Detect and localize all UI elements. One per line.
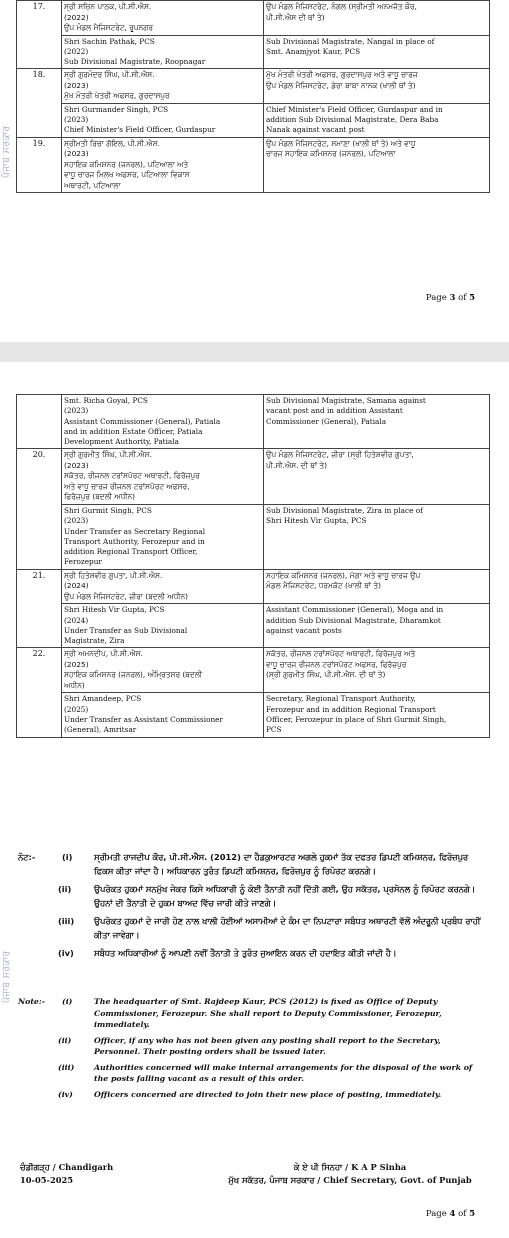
posting-table-page-3 (16, 0, 490, 193)
table-row (17, 449, 490, 505)
posting-cell-punjabi (264, 449, 490, 505)
page-number-of: of (455, 293, 470, 303)
place-date (20, 1161, 113, 1187)
posting-line: Sub Divisional Magistrate, Zira in place of (266, 505, 423, 515)
officer-name: Shri Amandeep, PCS (64, 694, 142, 704)
officer-batch: (2023) (64, 115, 89, 125)
note-number: (iv) (58, 1089, 73, 1099)
posting-line: Chief Minister's Field Officer, Gurdaspur and in (266, 104, 443, 114)
note-number: (iv) (58, 948, 74, 958)
posting-line: addition Sub Divisional Magistrate, Dera Baba (266, 115, 439, 125)
officer-current-post: addition Regional Transport Officer, (64, 547, 198, 557)
signature-place: ਚੰਡੀਗੜ੍ਹ / Chandigarh (20, 1162, 114, 1172)
officer-batch: (2022) (64, 12, 89, 22)
officer-name: Smt. Richa Goyal, PCS (64, 396, 148, 405)
posting-line: ਚਾਰਜ ਸਹਾਇਕ ਕਮਿਸ਼ਨਰ (ਜਨਰਲ), ਪਟਿਆਲਾ (266, 149, 396, 159)
posting-line: Smt. Anamjyot Kaur, PCS (266, 46, 361, 56)
signature-date: 10-05-2025 (20, 1175, 74, 1185)
signatory-designation: ਮੁੱਖ ਸਕੱਤਰ, ਪੰਜਾਬ ਸਰਕਾਰ / Chief Secretary, Govt. of Punjab (228, 1175, 472, 1185)
page-number (426, 1209, 475, 1219)
officer-current-post: ਉਪ ਮੰਡਲ ਮੈਜਿਸਟਰੇਟ, ਰੂਪਨਗਰ (64, 23, 153, 32)
posting-line: ਪੀ.ਸੀ.ਐਸ. ਦੀ ਥਾਂ ਤੇ) (266, 460, 327, 470)
posting-line: ਸਹਾਇਕ ਕਮਿਸ਼ਨਰ (ਜਨਰਲ), ਮੋਗਾ ਅਤੇ ਵਾਧੂ ਚਾਰਜ ਉਪ (266, 570, 421, 580)
government-stamp: ਪੰਜਾਬ ਸਰਕਾਰ (2, 950, 12, 1003)
note-item (18, 996, 484, 1031)
posting-cell-punjabi (264, 648, 490, 693)
table-row (17, 395, 490, 449)
officer-batch: (2024) (64, 581, 89, 591)
officer-name: Shri Gurmit Singh, PCS (64, 505, 152, 515)
officer-cell-english (62, 395, 264, 449)
posting-line: Nanak against vacant post (266, 125, 365, 135)
officer-current-post: and in addition Estate Officer, Patiala (64, 426, 203, 436)
page-number-total: 5 (469, 293, 475, 303)
posting-line: ਉਪ ਮੰਡਲ ਮੈਜਿਸਟਰੇਟ, ਜ਼ੀਰਾ (ਸ੍ਰੀ ਹਿਤੇਸ਼ਵੀਰ ਗੁਪਤਾ, (266, 450, 414, 460)
officer-cell-english (62, 35, 264, 69)
serial-number: 21. (17, 569, 62, 648)
table-row (17, 137, 490, 193)
note-number: (iii) (58, 916, 75, 926)
serial-number: 18. (17, 69, 62, 137)
officer-batch: (2025) (64, 704, 89, 714)
officer-current-post: Chief Minister's Field Officer, Gurdaspur (64, 125, 216, 135)
signatory (205, 1161, 495, 1187)
table-row (17, 504, 490, 569)
officer-current-post: Under Transfer as Assistant Commissioner (64, 715, 223, 725)
officer-cell-english (62, 103, 264, 137)
posting-line: Secretary, Regional Transport Authority, (266, 694, 416, 704)
posting-cell-punjabi (264, 1, 490, 36)
officer-current-post: Under Transfer as Secretary Regional (64, 526, 206, 536)
table-row (17, 648, 490, 693)
note-item (18, 1035, 484, 1058)
posting-cell-punjabi (264, 569, 490, 604)
posting-line: Ferozepur and in addition Regional Transport (266, 704, 436, 714)
officer-name: ਸ੍ਰੀਮਤੀ ਰਿਚਾ ਗੋਇਲ, ਪੀ.ਸੀ.ਐਸ. (64, 138, 161, 148)
page-number-prefix: Page (425, 293, 450, 303)
officer-cell-punjabi (62, 137, 264, 193)
serial-number: 17. (17, 1, 62, 69)
posting-cell-english (264, 693, 490, 737)
serial-number (17, 395, 62, 449)
posting-cell-punjabi (264, 69, 490, 104)
officer-cell-english (62, 504, 264, 569)
officer-name: ਸ੍ਰੀ ਹਿਤੇਸ਼ਵੀਰ ਗੁਪਤਾ, ਪੀ.ਸੀ.ਐਸ. (64, 570, 163, 580)
posting-line: ਉਪ ਮੰਡਲ ਮੈਜਿਸਟਰੇਟ, ਡੇਰਾ ਬਾਬਾ ਨਾਨਕ (ਖਾਲੀ ਥਾਂ ਤੇ) (266, 80, 416, 90)
officer-batch: (2023) (64, 460, 89, 470)
note-text: ਉਪਰੋਕਤ ਹੁਕਮਾਂ ਸਨਮੁੱਖ ਜੇਕਰ ਕਿਸੇ ਅਧਿਕਾਰੀ ਨੂੰ ਕੋਈ ਤੈਨਾਤੀ ਨਹੀਂ ਦਿੱਤੀ ਗਈ, ਉਹ ਸਕੱਤਰ, ਪ੍ਰਸੋਨਲ ਨੂੰ ਰਿਪੋਰਟ ਕਰਨਗੇ। ਉਹਨਾਂ ਦੀ ਤੈਨਾਤੀ ਦੇ ਹੁਕਮ ਬਾਅਦ ਵਿੱਚ ਜਾਰੀ ਕੀਤੇ ਜਾਣਗੇ। (94, 884, 476, 908)
table-row (17, 1, 490, 36)
posting-line: vacant post and in addition Assistant (266, 406, 403, 416)
note-item (18, 882, 484, 910)
officer-cell-punjabi (62, 648, 264, 693)
officer-cell-english (62, 693, 264, 737)
page-number-current: 4 (449, 1209, 456, 1219)
document-page-4 (0, 362, 509, 1238)
posting-table-page-4 (16, 394, 490, 738)
serial-number: 22. (17, 648, 62, 737)
note-item (18, 1089, 484, 1101)
officer-current-post: ਅਥਾਰਟੀ, ਪਟਿਆਲਾ (64, 180, 121, 190)
posting-cell-english (264, 504, 490, 569)
officer-current-post: ਸਕੱਤਰ, ਰੀਜਨਲ ਟਰਾਂਸਪੋਰਟ ਅਥਾਰਟੀ, ਫਿਰੋਜ਼ਪੁਰ (64, 471, 200, 481)
posting-cell-english (264, 395, 490, 449)
officer-current-post: Ferozepur (64, 557, 102, 567)
officer-batch: (2023) (64, 149, 89, 159)
officer-current-post: Transport Authority, Ferozepur and in (64, 536, 205, 546)
posting-line: ਪੀ.ਸੀ.ਐਸ ਦੀ ਥਾਂ ਤੇ) (266, 12, 325, 22)
officer-current-post: ਅਤੇ ਵਾਧੂ ਚਾਰਜ ਰੀਜਨਲ ਟਰਾਂਸਪੋਰਟ ਅਫਸਰ, (64, 481, 190, 491)
notes-punjabi (18, 850, 484, 964)
officer-name: Shri Hitesh Vir Gupta, PCS (64, 605, 165, 615)
table-row (17, 569, 490, 604)
officer-batch: (2023) (64, 80, 89, 90)
posting-cell-english (264, 604, 490, 648)
page-number-current: 3 (449, 293, 456, 303)
officer-name: Shri Gurmander Singh, PCS (64, 104, 169, 114)
note-text: Authorities concerned will make internal arrangements for the disposal of the work of the posts falling vacant as a result of this order. (94, 1062, 473, 1083)
page-separator (0, 342, 509, 362)
officer-current-post: Development Authority, Patiala (64, 437, 179, 447)
table-row (17, 69, 490, 104)
officer-current-post: Assistant Commissioner (General), Patiala (64, 416, 221, 426)
posting-line: Sub Divisional Magistrate, Nangal in place of (266, 36, 435, 46)
officer-current-post: ਸਹਾਇਕ ਕਮਿਸ਼ਨਰ (ਜਨਰਲ), ਅੰਮ੍ਰਿਤਸਰ (ਬਦਲੀ (64, 670, 203, 680)
note-number: (i) (62, 997, 73, 1006)
document-page-3 (0, 0, 509, 342)
page-number-total: 5 (469, 1209, 475, 1219)
officer-current-post: ਮੁੱਖ ਮੰਤਰੀ ਖੇਤਰੀ ਅਫਸਰ, ਗੁਰਦਾਸਪੁਰ (64, 91, 170, 101)
posting-cell-english (264, 103, 490, 137)
officer-batch: (2024) (64, 615, 89, 625)
officer-current-post: ਸਹਾਇਕ ਕਮਿਸ਼ਨਰ (ਜਨਰਲ), ਪਟਿਆਲਾ ਅਤੇ (64, 159, 189, 169)
officer-cell-punjabi (62, 569, 264, 604)
posting-line: ਉਪ ਮੰਡਲ ਮੈਜਿਸਟਰੇਟ, ਸਮਾਣਾ (ਖਾਲੀ ਥਾਂ ਤੇ) ਅਤੇ ਵਾਧੂ (266, 138, 416, 148)
posting-line: addition Sub Divisional Magistrate, Dharamkot (266, 615, 441, 625)
note-item (18, 946, 484, 960)
posting-line: PCS (266, 725, 282, 735)
officer-current-post: Magistrate, Zira (64, 636, 125, 646)
note-item (18, 1062, 484, 1085)
note-label: Note:- (18, 997, 46, 1006)
note-label: ਨੋਟ:- (18, 852, 36, 862)
officer-batch: (2022) (64, 46, 89, 56)
officer-name: ਸ੍ਰੀ ਅਮਨਦੀਪ, ਪੀ.ਸੀ.ਐਸ. (64, 649, 143, 659)
officer-cell-punjabi (62, 69, 264, 104)
page-number-of: of (455, 1209, 470, 1219)
note-text: ਸ੍ਰੀਮਤੀ ਰਾਜਦੀਪ ਕੌਰ, ਪੀ.ਸੀ.ਐਸ. (2012) ਦਾ ਹੈਡਕੁਆਰਟਰ ਅਗਲੇ ਹੁਕਮਾਂ ਤੱਕ ਦਫਤਰ ਡਿਪਟੀ ਕਮਿਸ਼ਨਰ, ਫਿਰੋਜ਼ਪੁਰ ਫਿਕਸ ਕੀਤਾ ਜਾਂਦਾ ਹੈ। ਅਧਿਕਾਰਨ ਤੁਰੰਤ ਡਿਪਟੀ ਕਮਿਸ਼ਨਰ, ਫਿਰੋਜ਼ਪੁਰ ਨੂੰ ਰਿਪੋਰਟ ਕਰਨਗੇ। (94, 852, 469, 876)
officer-cell-punjabi (62, 449, 264, 505)
note-text: Officer, if any who has not been given any posting shall report to the Secretary, Personnel. Their posting orders shall be issued later. (94, 1035, 441, 1056)
table-row (17, 103, 490, 137)
note-text: The headquarter of Smt. Rajdeep Kaur, PCS (2012) is fixed as Office of Deputy Commissioner, Ferozepur. She shall report to Deputy Commissioner, Ferozepur, immediately. (94, 997, 442, 1029)
officer-current-post: ਉਪ ਮੰਡਲ ਮੈਜਿਸਟਰੇਟ, ਜ਼ੀਰਾ (ਬਦਲੀ ਅਧੀਨ) (64, 591, 189, 601)
posting-line: ਸਕੱਤਰ, ਰੀਜਨਲ ਟਰਾਂਸਪੋਰਟ ਅਥਾਰਟੀ, ਫਿਰੋਜ਼ਪੁਰ ਅਤੇ (266, 649, 416, 659)
note-number: (ii) (58, 1035, 72, 1045)
note-text: ਸਬੰਧਤ ਅਧਿਕਾਰੀਆਂ ਨੂੰ ਆਪਣੀ ਨਵੀਂ ਤੈਨਾਤੀ ਤੇ ਤੁਰੰਤ ਜੁਆਇਨ ਕਰਨ ਦੀ ਹਦਾਇਤ ਕੀਤੀ ਜਾਂਦੀ ਹੈ। (94, 948, 397, 958)
officer-current-post: ਫਿਰੋਜ਼ਪੁਰ (ਬਦਲੀ ਅਧੀਨ) (64, 492, 136, 502)
posting-cell-punjabi (264, 137, 490, 193)
serial-number: 19. (17, 137, 62, 193)
officer-batch: (2025) (64, 659, 89, 669)
officer-cell-punjabi (62, 1, 264, 36)
officer-name: ਸ੍ਰੀ ਗੁਰਮੰਦਰ ਸਿੰਘ, ਪੀ.ਸੀ.ਐਸ. (64, 70, 155, 80)
officer-name: ਸ੍ਰੀ ਸਚਿਨ ਪਾਠਕ, ਪੀ.ਸੀ.ਐਸ. (64, 2, 152, 11)
posting-line: Shri Hitesh Vir Gupta, PCS (266, 516, 367, 526)
posting-line: Assistant Commissioner (General), Moga and in (266, 605, 444, 615)
page-number (426, 293, 475, 303)
posting-line: ਵਾਧੂ ਚਾਰਜ ਰੀਜਨਲ ਟਰਾਂਸਪੋਰਟ ਅਫਸਰ, ਫਿਰੋਜ਼ਪੁਰ (266, 659, 407, 669)
officer-current-post: Under Transfer as Sub Divisional (64, 625, 188, 635)
government-stamp: ਪੰਜਾਬ ਸਰਕਾਰ (2, 125, 12, 178)
posting-line: Officer, Ferozepur in place of Shri Gurmit Singh, (266, 715, 447, 725)
note-number: (ii) (58, 884, 72, 894)
note-number: (iii) (58, 1062, 75, 1072)
note-item (18, 914, 484, 942)
posting-line: against vacant posts (266, 625, 342, 635)
signatory-name: ਕੇ ਏ ਪੀ ਸਿਨਹਾ / K A P Sinha (293, 1162, 407, 1172)
officer-batch: (2023) (64, 406, 89, 416)
posting-line: ਮੁੱਖ ਮੰਤਰੀ ਖੇਤਰੀ ਅਫਸਰ, ਗੁਰਦਾਸਪੁਰ ਅਤੇ ਵਾਧੂ ਚਾਰਜ (266, 70, 418, 80)
officer-current-post: ਵਾਧੂ ਚਾਰਜ ਮਿਲਖ ਅਫਸਰ, ਪਟਿਆਲਾ ਵਿਕਾਸ (64, 170, 190, 180)
posting-line: (ਸ੍ਰੀ ਗੁਰਮੀਤ ਸਿੰਘ, ਪੀ.ਸੀ.ਐਸ. ਦੀ ਥਾਂ ਤੇ) (266, 670, 386, 680)
officer-name: ਸ੍ਰੀ ਗੁਰਮੀਤ ਸਿੰਘ, ਪੀ.ਸੀ.ਐਸ. (64, 450, 152, 460)
table-row (17, 693, 490, 737)
officer-current-post: ਅਧੀਨ) (64, 680, 85, 690)
officer-name: Shri Sachin Pathak, PCS (64, 36, 155, 46)
officer-current-post: Sub Divisional Magistrate, Roopnagar (64, 57, 206, 67)
table-row (17, 35, 490, 69)
notes-english (18, 996, 484, 1104)
officer-current-post: (General), Amritsar (64, 725, 137, 735)
posting-line: Commissioner (General), Patiala (266, 416, 387, 426)
note-text: ਉਪਰੋਕਤ ਹੁਕਮਾਂ ਦੇ ਜਾਰੀ ਹੋਣ ਨਾਲ ਖਾਲੀ ਹੋਈਆਂ ਅਸਾਮੀਆਂ ਦੇ ਕੰਮ ਦਾ ਨਿਪਟਾਰਾ ਸਬੰਧਤ ਅਥਾਰਟੀ ਵੱਲੋਂ ਅੰਦਰੂਨੀ ਪ੍ਰਬੰਧ ਰਾਹੀਂ ਕੀਤਾ ਜਾਵੇਗਾ। (94, 916, 481, 940)
posting-line: Sub Divisional Magistrate, Samana against (266, 396, 426, 405)
serial-number: 20. (17, 449, 62, 569)
table-row (17, 604, 490, 648)
note-number: (i) (62, 852, 73, 862)
officer-batch: (2023) (64, 516, 89, 526)
posting-cell-english (264, 35, 490, 69)
page-number-prefix: Page (425, 1209, 450, 1219)
posting-line: ਮੰਡਲ ਮੈਜਿਸਟਰੇਟ, ਧਰਮਕੋਟ (ਖਾਲੀ ਥਾਂ ਤੇ) (266, 581, 381, 591)
posting-line: ਉਪ ਮੰਡਲ ਮੈਜਿਸਟਰੇਟ, ਨੰਗਲ (ਸ੍ਰੀਮਤੀ ਅਨਮਜੋਤ ਕੌਰ, (266, 2, 417, 11)
officer-cell-english (62, 604, 264, 648)
note-text: Officers concerned are directed to join their new place of posting, immediately. (94, 1089, 442, 1099)
note-item (18, 850, 484, 878)
